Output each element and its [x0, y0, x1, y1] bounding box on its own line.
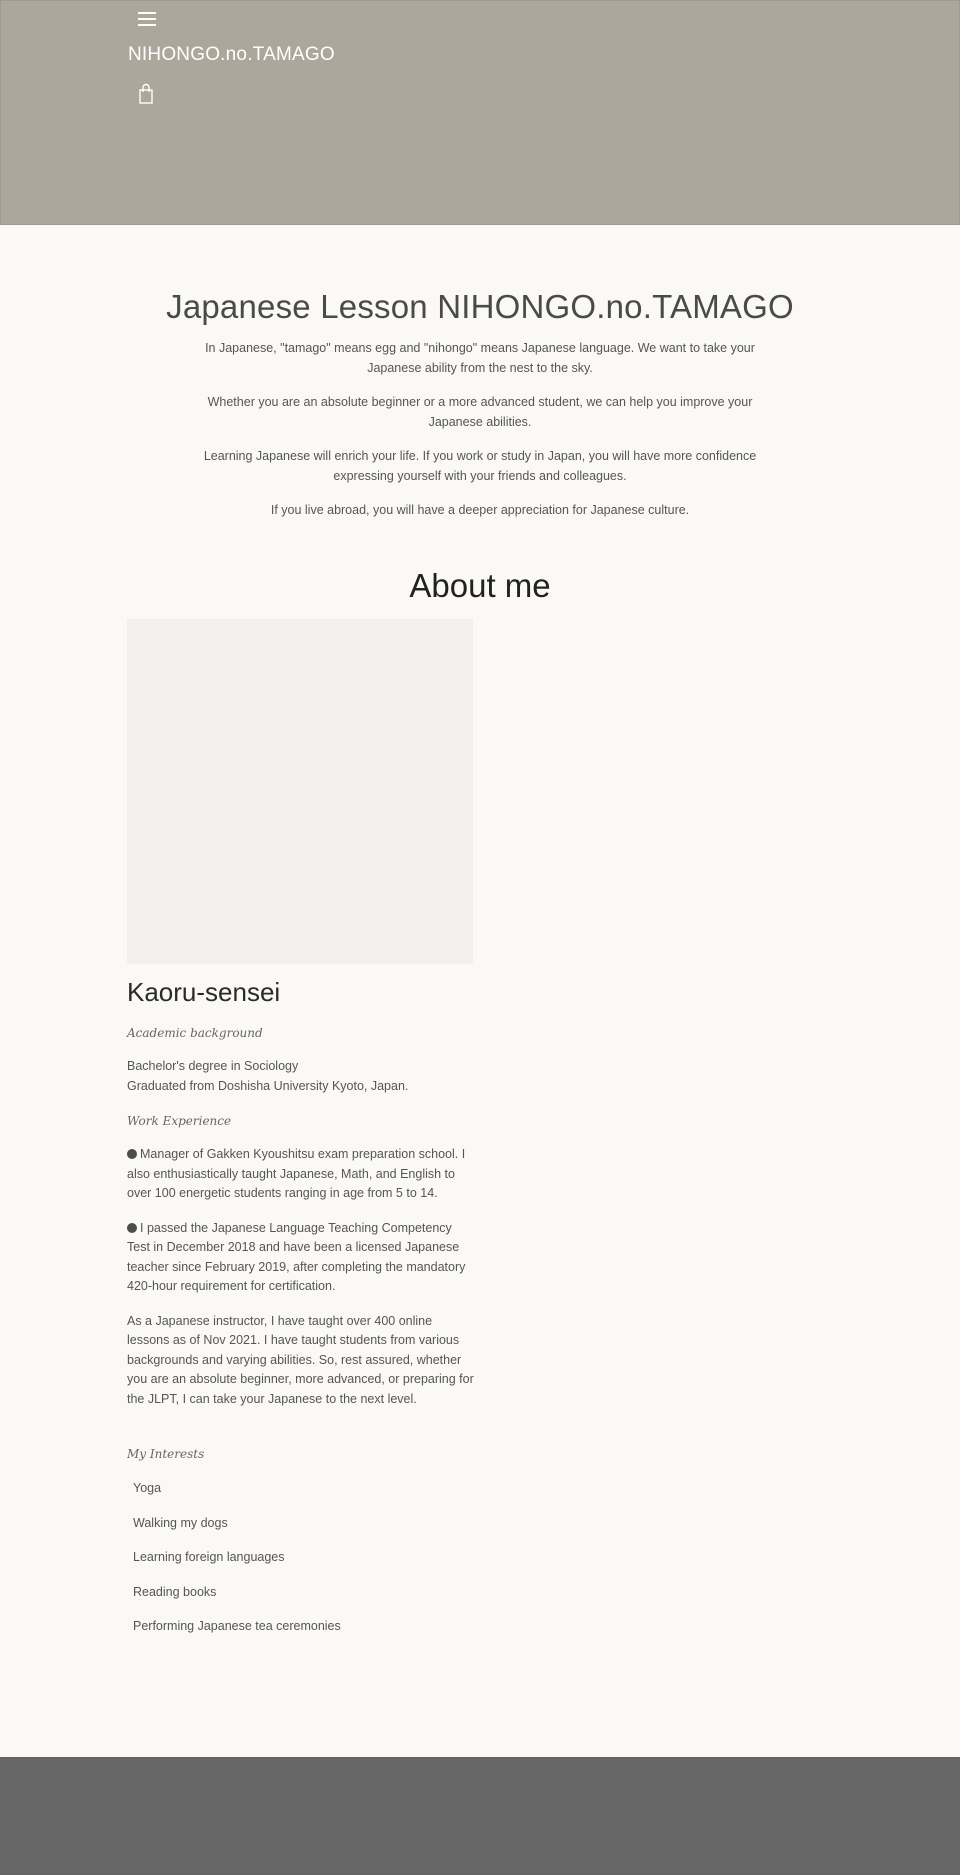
teacher-name: Kaoru-sensei: [127, 977, 281, 1007]
intro-paragraph-3: Learning Japanese will enrich your life. If you work or study in Japan, you will have more confidence expressing yourself with your friends and colleagues.: [203, 449, 757, 483]
hamburger-menu-icon[interactable]: [133, 7, 161, 31]
interests-heading: My Interests: [127, 1447, 205, 1461]
profile-image-placeholder: [127, 619, 473, 964]
interest-item-tea: Performing Japanese tea ceremonies: [133, 1619, 341, 1633]
academic-degree: Bachelor's degree in Sociology: [127, 1059, 299, 1073]
interest-item-languages: Learning foreign languages: [133, 1550, 285, 1564]
instructor-paragraph: As a Japanese instructor, I have taught over 400 online lessons as of Nov 2021. I have taught students from various backgrounds and varying abilities. So, rest assured, whether you are an absolute beginner, more advanced, or preparing for the JLPT, I can take your Japanese to the next level.: [127, 1313, 474, 1406]
intro-paragraph-2: Whether you are an absolute beginner or a more advanced student, we can help you improve your Japanese abilities.: [207, 395, 753, 429]
intro-paragraph-4: If you live abroad, you will have a deeper appreciation for Japanese culture.: [270, 503, 690, 517]
menu-bar-top: [138, 12, 156, 14]
interest-item-dogs: Walking my dogs: [133, 1515, 228, 1530]
shopping-bag-svg: [136, 83, 156, 105]
interest-item-books: Reading books: [133, 1584, 217, 1599]
academic-heading: Academic background: [127, 1026, 263, 1040]
academic-university: Graduated from Doshisha University Kyoto, Japan.: [127, 1078, 409, 1093]
work-item-2-text: I passed the Japanese Language Teaching Competency Test in December 2018 and have been a licensed Japanese teacher since February 2019, after completing the mandatory 420-hour requirement for certification.: [127, 1220, 466, 1293]
bullet-icon: [127, 1223, 137, 1233]
work-item-2: [127, 1219, 477, 1297]
menu-bar-bottom: [138, 24, 156, 26]
shopping-bag-icon[interactable]: [136, 83, 156, 105]
interest-item-yoga: Yoga: [133, 1481, 162, 1495]
about-heading: About me: [409, 567, 551, 604]
intro-paragraph-1: In Japanese, "tamago" means egg and "nihongo" means Japanese language. We want to take your Japanese ability from the nest to the sky.: [205, 341, 755, 375]
intro-section: [0, 283, 960, 521]
work-item-1-text: Manager of Gakken Kyoushitsu exam preparation school. I also enthusiastically taught Japanese, Math, and English to over 100 energetic students ranging in age from 5 to 14.: [127, 1147, 466, 1200]
site-header: [0, 0, 960, 225]
interests-list: [127, 1478, 477, 1636]
page-title: Japanese Lesson NIHONGO.no.TAMAGO: [166, 288, 794, 325]
work-item-1: [127, 1145, 477, 1204]
menu-bar-middle: [138, 18, 156, 20]
bullet-icon: [127, 1149, 137, 1159]
about-section: [127, 975, 477, 1651]
work-heading: Work Experience: [127, 1114, 232, 1128]
site-title-link[interactable]: NIHONGO.no.TAMAGO: [128, 44, 335, 65]
site-footer: [0, 1757, 960, 1875]
